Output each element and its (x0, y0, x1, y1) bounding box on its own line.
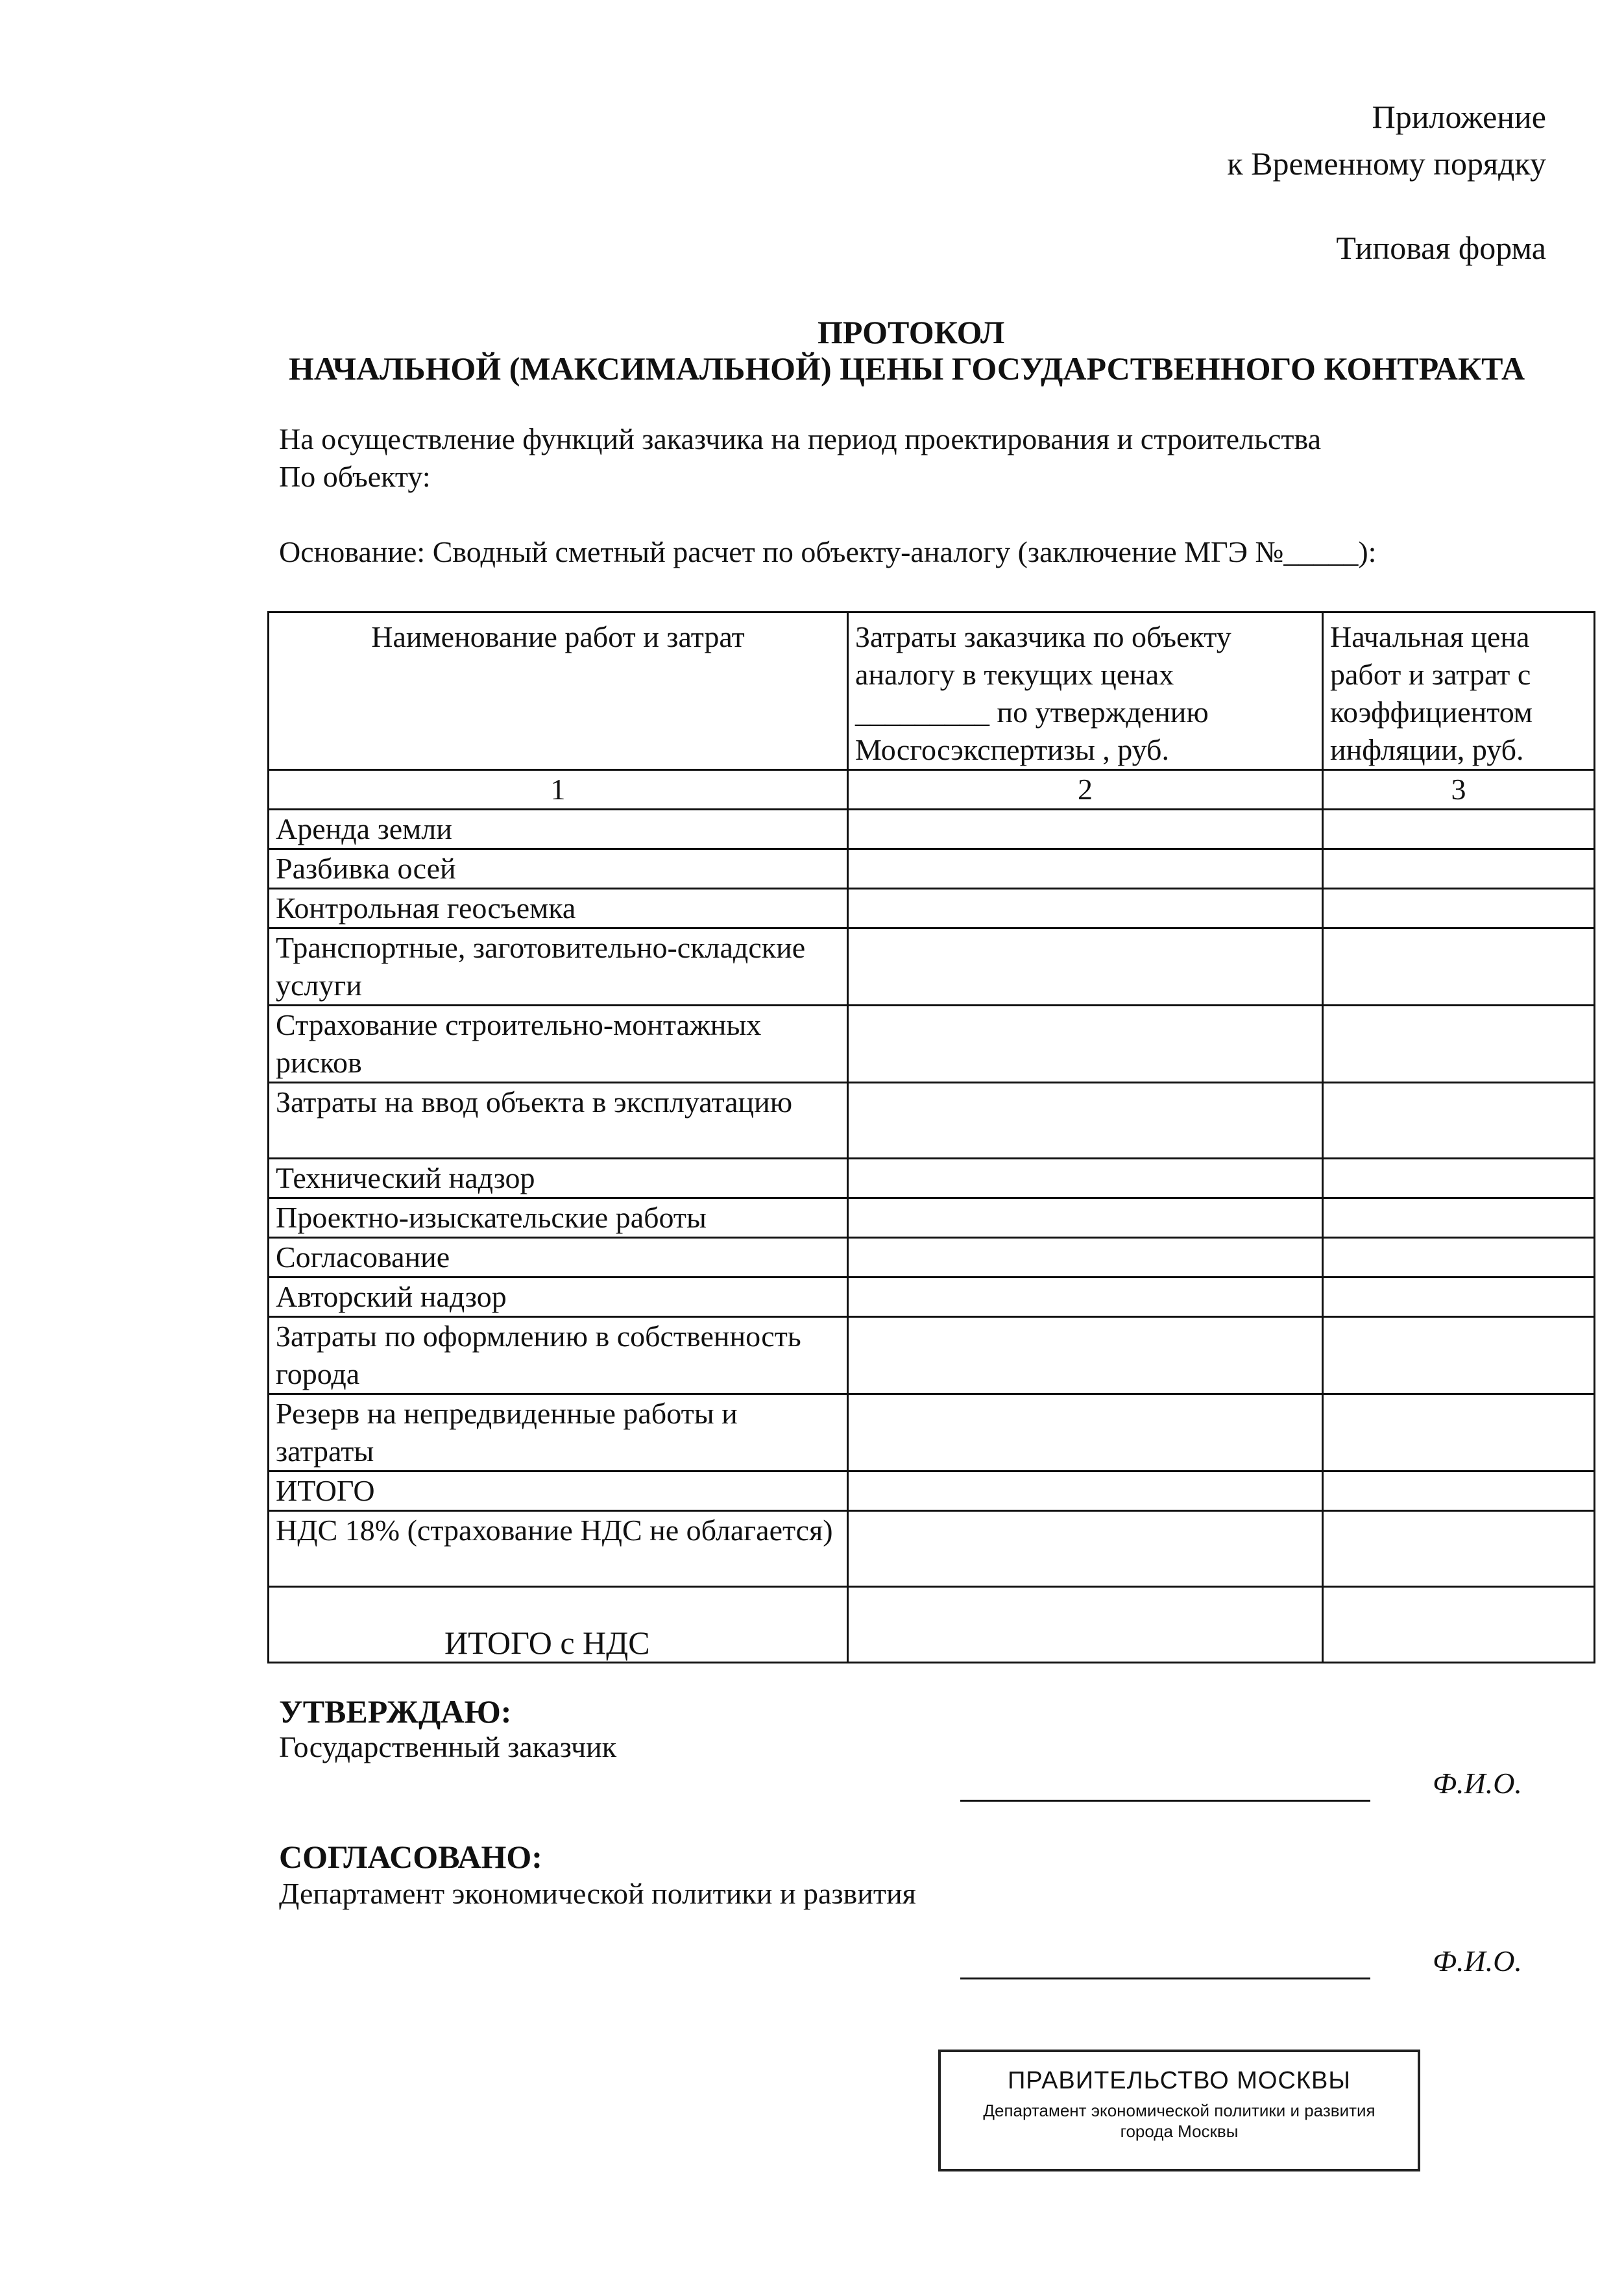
cell-analog[interactable] (848, 1006, 1323, 1083)
appendix-line2: к Временному порядку (1227, 145, 1546, 182)
agree-fio: Ф.И.О. (1433, 1944, 1522, 1978)
table-row (269, 1083, 1595, 1159)
cell-initial[interactable] (1323, 1471, 1595, 1511)
row-label: Затраты по оформлению в собственность города (269, 1317, 848, 1394)
intro-basis: Основание: Сводный сметный расчет по объекту-аналогу (заключение МГЭ №_____): (279, 535, 1377, 568)
cell-analog[interactable] (848, 1238, 1323, 1277)
row-label: НДС 18% (страхование НДС не облагается) (269, 1511, 848, 1587)
cell-initial[interactable] (1323, 1238, 1595, 1277)
table-row (269, 889, 1595, 928)
intro-purpose: На осуществление функций заказчика на период проектирования и строительства (279, 422, 1322, 455)
title-line2: НАЧАЛЬНОЙ (МАКСИМАЛЬНОЙ) ЦЕНЫ ГОСУДАРСТВЕННОГО КОНТРАКТА (289, 350, 1525, 387)
cell-analog[interactable] (848, 1587, 1323, 1663)
cell-initial[interactable] (1323, 1006, 1595, 1083)
row-label: Затраты на ввод объекта в эксплуатацию (269, 1083, 848, 1159)
cell-analog[interactable] (848, 1277, 1323, 1317)
column-numbers-row (269, 770, 1595, 810)
table-row (269, 1394, 1595, 1471)
intro-object: По объекту: (279, 460, 431, 493)
table-row-total (269, 1471, 1595, 1511)
cell-analog[interactable] (848, 1511, 1323, 1587)
row-label: Технический надзор (269, 1159, 848, 1198)
row-label: Транспортные, заготовительно-складские услуги (269, 928, 848, 1006)
approve-signature-line (960, 1800, 1370, 1802)
cell-initial[interactable] (1323, 1159, 1595, 1198)
approve-org: Государственный заказчик (279, 1730, 617, 1763)
header-name: Наименование работ и затрат (269, 612, 848, 770)
cell-initial[interactable] (1323, 889, 1595, 928)
cell-initial[interactable] (1323, 1394, 1595, 1471)
cell-initial[interactable] (1323, 1587, 1595, 1663)
table-row (269, 1006, 1595, 1083)
table-row (269, 1198, 1595, 1238)
approve-heading: УТВЕРЖДАЮ: (279, 1693, 512, 1730)
cell-analog[interactable] (848, 810, 1323, 849)
cell-analog[interactable] (848, 889, 1323, 928)
header-initial-price: Начальная цена работ и затрат с коэффициентом инфляции, руб. (1323, 612, 1595, 770)
title-line1: ПРОТОКОЛ (818, 314, 1005, 350)
row-label: Резерв на непредвиденные работы и затраты (269, 1394, 848, 1471)
cell-analog[interactable] (848, 849, 1323, 889)
appendix-line1: Приложение (1372, 99, 1546, 135)
agree-org: Департамент экономической политики и развития (279, 1877, 916, 1910)
cell-analog[interactable] (848, 1159, 1323, 1198)
cell-analog[interactable] (848, 1317, 1323, 1394)
cell-initial[interactable] (1323, 810, 1595, 849)
table-row (269, 1238, 1595, 1277)
cost-table (267, 611, 1595, 1663)
cell-initial[interactable] (1323, 1511, 1595, 1587)
table-header-row (269, 612, 1595, 770)
cell-initial[interactable] (1323, 1277, 1595, 1317)
form-type: Типовая форма (1336, 230, 1546, 266)
row-label: Аренда земли (269, 810, 848, 849)
cell-analog[interactable] (848, 1394, 1323, 1471)
cell-initial[interactable] (1323, 1083, 1595, 1159)
row-label: Согласование (269, 1238, 848, 1277)
column-number: 1 (269, 770, 848, 810)
row-label: Разбивка осей (269, 849, 848, 889)
cell-initial[interactable] (1323, 928, 1595, 1006)
table-row (269, 1317, 1595, 1394)
agree-heading: СОГЛАСОВАНО: (279, 1839, 542, 1875)
row-label: Страхование строительно-монтажных рисков (269, 1006, 848, 1083)
row-label: ИТОГО (269, 1471, 848, 1511)
cell-analog[interactable] (848, 1198, 1323, 1238)
cell-analog[interactable] (848, 928, 1323, 1006)
stamp-line3: города Москвы (1120, 2122, 1239, 2141)
cell-initial[interactable] (1323, 1317, 1595, 1394)
agree-signature-line (960, 1978, 1370, 1979)
cell-analog[interactable] (848, 1471, 1323, 1511)
row-label: ИТОГО с НДС (269, 1587, 848, 1663)
column-number: 3 (1323, 770, 1595, 810)
stamp-line2: Департамент экономической политики и развития (983, 2101, 1376, 2120)
cell-initial[interactable] (1323, 849, 1595, 889)
department-stamp (938, 2050, 1420, 2171)
table-row (269, 849, 1595, 889)
table-row (269, 928, 1595, 1006)
cell-initial[interactable] (1323, 1198, 1595, 1238)
table-row-vat (269, 1511, 1595, 1587)
table-row-total-with-vat (269, 1587, 1595, 1663)
row-label: Контрольная геосъемка (269, 889, 848, 928)
stamp-line1: ПРАВИТЕЛЬСТВО МОСКВЫ (1007, 2067, 1351, 2094)
cell-analog[interactable] (848, 1083, 1323, 1159)
row-label: Проектно-изыскательские работы (269, 1198, 848, 1238)
header-analog-costs: Затраты заказчика по объекту аналогу в текущих ценах _________ по утверждению Мосгосэкспертизы , руб. (848, 612, 1323, 770)
table-row (269, 1159, 1595, 1198)
row-label: Авторский надзор (269, 1277, 848, 1317)
table-row (269, 1277, 1595, 1317)
table-row (269, 810, 1595, 849)
column-number: 2 (848, 770, 1323, 810)
approve-fio: Ф.И.О. (1433, 1767, 1522, 1800)
